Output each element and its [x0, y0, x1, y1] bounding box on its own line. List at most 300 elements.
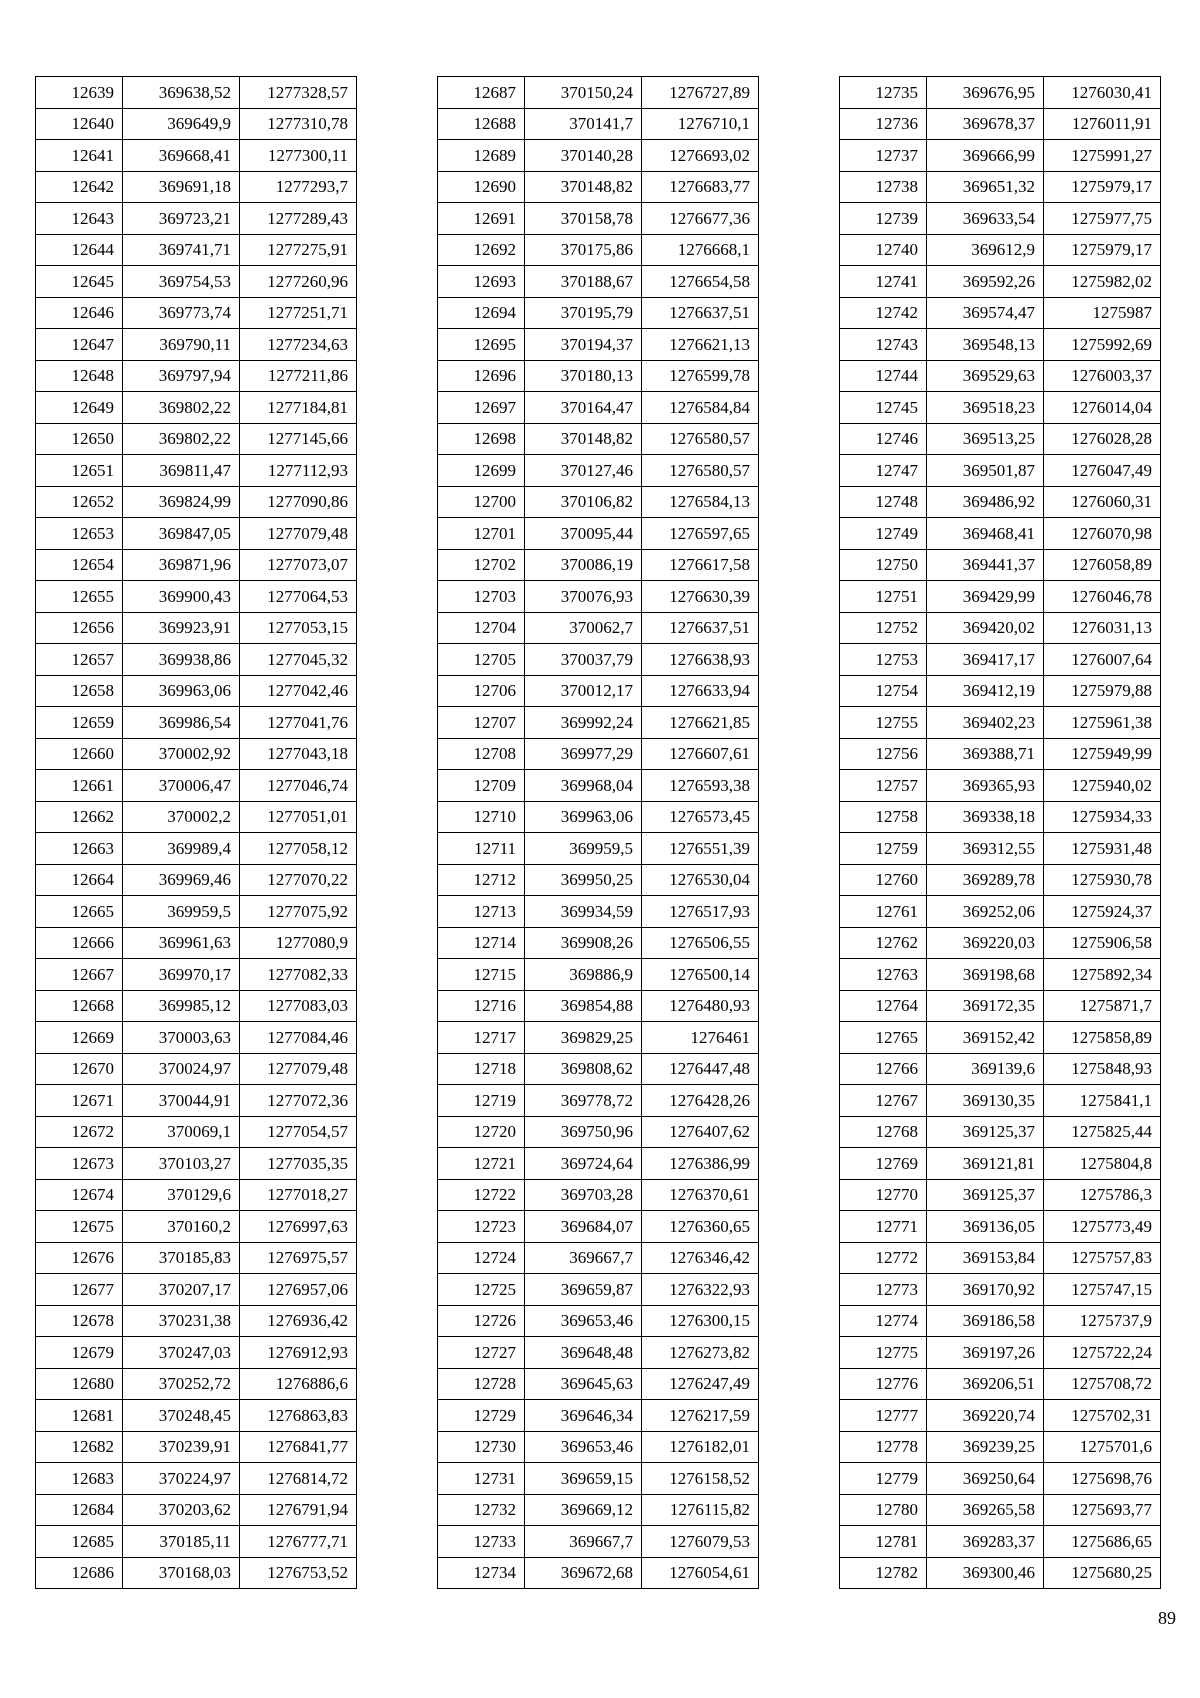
y-coordinate-cell: 1275892,34 [1044, 959, 1161, 991]
table-row [36, 360, 357, 392]
x-coordinate-cell: 369653,46 [525, 1305, 642, 1337]
coordinates-table-2 [437, 76, 759, 1589]
table-row [840, 266, 1161, 298]
x-coordinate-cell: 370180,13 [525, 360, 642, 392]
x-coordinate-cell: 369139,6 [927, 1053, 1044, 1085]
x-coordinate-cell: 370158,78 [525, 203, 642, 235]
x-coordinate-cell: 369468,41 [927, 518, 1044, 550]
y-coordinate-cell: 1276580,57 [642, 455, 759, 487]
point-number-cell: 12736 [840, 108, 927, 140]
y-coordinate-cell: 1276500,14 [642, 959, 759, 991]
y-coordinate-cell: 1276530,04 [642, 864, 759, 896]
x-coordinate-cell: 369136,05 [927, 1211, 1044, 1243]
y-coordinate-cell: 1275931,48 [1044, 833, 1161, 865]
y-coordinate-cell: 1276693,02 [642, 140, 759, 172]
x-coordinate-cell: 369824,99 [123, 486, 240, 518]
y-coordinate-cell: 1275773,49 [1044, 1211, 1161, 1243]
point-number-cell: 12763 [840, 959, 927, 991]
point-number-cell: 12738 [840, 171, 927, 203]
table-row [840, 1211, 1161, 1243]
point-number-cell: 12647 [36, 329, 123, 361]
point-number-cell: 12652 [36, 486, 123, 518]
x-coordinate-cell: 369486,92 [927, 486, 1044, 518]
table-row [438, 329, 759, 361]
y-coordinate-cell: 1277042,46 [240, 675, 357, 707]
x-coordinate-cell: 369977,29 [525, 738, 642, 770]
point-number-cell: 12760 [840, 864, 927, 896]
table-row [36, 1305, 357, 1337]
x-coordinate-cell: 369802,22 [123, 392, 240, 424]
x-coordinate-cell: 369989,4 [123, 833, 240, 865]
y-coordinate-cell: 1276841,77 [240, 1431, 357, 1463]
y-coordinate-cell: 1277083,03 [240, 990, 357, 1022]
x-coordinate-cell: 369676,95 [927, 77, 1044, 109]
y-coordinate-cell: 1277043,18 [240, 738, 357, 770]
point-number-cell: 12733 [438, 1526, 525, 1558]
table-row [840, 171, 1161, 203]
y-coordinate-cell: 1276273,82 [642, 1337, 759, 1369]
point-number-cell: 12767 [840, 1085, 927, 1117]
y-coordinate-cell: 1277112,93 [240, 455, 357, 487]
table-row [36, 675, 357, 707]
table-row [840, 423, 1161, 455]
point-number-cell: 12766 [840, 1053, 927, 1085]
point-number-cell: 12672 [36, 1116, 123, 1148]
y-coordinate-cell: 1276573,45 [642, 801, 759, 833]
x-coordinate-cell: 369790,11 [123, 329, 240, 361]
point-number-cell: 12696 [438, 360, 525, 392]
x-coordinate-cell: 369239,25 [927, 1431, 1044, 1463]
table-row [840, 1431, 1161, 1463]
x-coordinate-cell: 369934,59 [525, 896, 642, 928]
x-coordinate-cell: 369250,64 [927, 1463, 1044, 1495]
x-coordinate-cell: 369574,47 [927, 297, 1044, 329]
point-number-cell: 12708 [438, 738, 525, 770]
table-row [840, 108, 1161, 140]
y-coordinate-cell: 1275686,65 [1044, 1526, 1161, 1558]
y-coordinate-cell: 1276070,98 [1044, 518, 1161, 550]
x-coordinate-cell: 370247,03 [123, 1337, 240, 1369]
y-coordinate-cell: 1276346,42 [642, 1242, 759, 1274]
point-number-cell: 12664 [36, 864, 123, 896]
x-coordinate-cell: 369802,22 [123, 423, 240, 455]
y-coordinate-cell: 1276580,57 [642, 423, 759, 455]
table-row [840, 990, 1161, 1022]
y-coordinate-cell: 1277145,66 [240, 423, 357, 455]
x-coordinate-cell: 369220,03 [927, 927, 1044, 959]
point-number-cell: 12748 [840, 486, 927, 518]
table-row [438, 1116, 759, 1148]
point-number-cell: 12684 [36, 1494, 123, 1526]
point-number-cell: 12688 [438, 108, 525, 140]
y-coordinate-cell: 1277090,86 [240, 486, 357, 518]
table-row [438, 486, 759, 518]
y-coordinate-cell: 1276886,6 [240, 1368, 357, 1400]
point-number-cell: 12669 [36, 1022, 123, 1054]
point-number-cell: 12737 [840, 140, 927, 172]
x-coordinate-cell: 369121,81 [927, 1148, 1044, 1180]
x-coordinate-cell: 370062,7 [525, 612, 642, 644]
point-number-cell: 12780 [840, 1494, 927, 1526]
y-coordinate-cell: 1277184,81 [240, 392, 357, 424]
y-coordinate-cell: 1275702,31 [1044, 1400, 1161, 1432]
point-number-cell: 12721 [438, 1148, 525, 1180]
point-number-cell: 12690 [438, 171, 525, 203]
y-coordinate-cell: 1277275,91 [240, 234, 357, 266]
point-number-cell: 12646 [36, 297, 123, 329]
table-row [438, 1022, 759, 1054]
point-number-cell: 12739 [840, 203, 927, 235]
point-number-cell: 12769 [840, 1148, 927, 1180]
table-row [36, 833, 357, 865]
point-number-cell: 12773 [840, 1274, 927, 1306]
x-coordinate-cell: 369646,34 [525, 1400, 642, 1432]
table-row [438, 108, 759, 140]
point-number-cell: 12667 [36, 959, 123, 991]
y-coordinate-cell: 1276936,42 [240, 1305, 357, 1337]
y-coordinate-cell: 1276997,63 [240, 1211, 357, 1243]
y-coordinate-cell: 1276863,83 [240, 1400, 357, 1432]
table-row [36, 329, 357, 361]
x-coordinate-cell: 369412,19 [927, 675, 1044, 707]
point-number-cell: 12717 [438, 1022, 525, 1054]
x-coordinate-cell: 369125,37 [927, 1116, 1044, 1148]
table-row [840, 1053, 1161, 1085]
point-number-cell: 12644 [36, 234, 123, 266]
x-coordinate-cell: 370148,82 [525, 423, 642, 455]
point-number-cell: 12730 [438, 1431, 525, 1463]
table-row [438, 1494, 759, 1526]
x-coordinate-cell: 369970,17 [123, 959, 240, 991]
table-row [36, 171, 357, 203]
table-row [36, 1148, 357, 1180]
table-row [36, 518, 357, 550]
point-number-cell: 12663 [36, 833, 123, 865]
y-coordinate-cell: 1276607,61 [642, 738, 759, 770]
x-coordinate-cell: 369773,74 [123, 297, 240, 329]
x-coordinate-cell: 369961,63 [123, 927, 240, 959]
point-number-cell: 12681 [36, 1400, 123, 1432]
point-number-cell: 12682 [36, 1431, 123, 1463]
table-row [840, 1368, 1161, 1400]
x-coordinate-cell: 369612,9 [927, 234, 1044, 266]
y-coordinate-cell: 1275934,33 [1044, 801, 1161, 833]
table-row [438, 1305, 759, 1337]
y-coordinate-cell: 1276912,93 [240, 1337, 357, 1369]
x-coordinate-cell: 369289,78 [927, 864, 1044, 896]
y-coordinate-cell: 1275825,44 [1044, 1116, 1161, 1148]
x-coordinate-cell: 369923,91 [123, 612, 240, 644]
table-row [438, 1053, 759, 1085]
table-row [840, 1148, 1161, 1180]
x-coordinate-cell: 369672,68 [525, 1557, 642, 1589]
x-coordinate-cell: 369886,9 [525, 959, 642, 991]
y-coordinate-cell: 1276727,89 [642, 77, 759, 109]
x-coordinate-cell: 369723,21 [123, 203, 240, 235]
x-coordinate-cell: 369130,35 [927, 1085, 1044, 1117]
y-coordinate-cell: 1276014,04 [1044, 392, 1161, 424]
table-row [840, 833, 1161, 865]
table-row [438, 644, 759, 676]
point-number-cell: 12770 [840, 1179, 927, 1211]
y-coordinate-cell: 1276031,13 [1044, 612, 1161, 644]
x-coordinate-cell: 369645,63 [525, 1368, 642, 1400]
point-number-cell: 12699 [438, 455, 525, 487]
table-row [36, 1463, 357, 1495]
point-number-cell: 12732 [438, 1494, 525, 1526]
x-coordinate-cell: 369667,7 [525, 1242, 642, 1274]
y-coordinate-cell: 1275961,38 [1044, 707, 1161, 739]
point-number-cell: 12678 [36, 1305, 123, 1337]
y-coordinate-cell: 1276480,93 [642, 990, 759, 1022]
y-coordinate-cell: 1276407,62 [642, 1116, 759, 1148]
table-row [36, 990, 357, 1022]
y-coordinate-cell: 1276633,94 [642, 675, 759, 707]
y-coordinate-cell: 1277211,86 [240, 360, 357, 392]
table-row [438, 927, 759, 959]
x-coordinate-cell: 370006,47 [123, 770, 240, 802]
point-number-cell: 12725 [438, 1274, 525, 1306]
table-row [438, 581, 759, 613]
x-coordinate-cell: 369969,46 [123, 864, 240, 896]
point-number-cell: 12697 [438, 392, 525, 424]
point-number-cell: 12694 [438, 297, 525, 329]
point-number-cell: 12731 [438, 1463, 525, 1495]
x-coordinate-cell: 369529,63 [927, 360, 1044, 392]
table-row [438, 770, 759, 802]
x-coordinate-cell: 369283,37 [927, 1526, 1044, 1558]
x-coordinate-cell: 369172,35 [927, 990, 1044, 1022]
x-coordinate-cell: 370150,24 [525, 77, 642, 109]
table-row [438, 234, 759, 266]
point-number-cell: 12656 [36, 612, 123, 644]
x-coordinate-cell: 370129,6 [123, 1179, 240, 1211]
table-row [840, 1242, 1161, 1274]
x-coordinate-cell: 369811,47 [123, 455, 240, 487]
table-row [438, 833, 759, 865]
x-coordinate-cell: 370044,91 [123, 1085, 240, 1117]
point-number-cell: 12702 [438, 549, 525, 581]
table-row [438, 518, 759, 550]
y-coordinate-cell: 1276047,49 [1044, 455, 1161, 487]
y-coordinate-cell: 1276447,48 [642, 1053, 759, 1085]
point-number-cell: 12759 [840, 833, 927, 865]
x-coordinate-cell: 369198,68 [927, 959, 1044, 991]
x-coordinate-cell: 370012,17 [525, 675, 642, 707]
y-coordinate-cell: 1277260,96 [240, 266, 357, 298]
x-coordinate-cell: 370164,47 [525, 392, 642, 424]
table-row [36, 1368, 357, 1400]
x-coordinate-cell: 369963,06 [525, 801, 642, 833]
y-coordinate-cell: 1275940,02 [1044, 770, 1161, 802]
table-row [840, 770, 1161, 802]
point-number-cell: 12650 [36, 423, 123, 455]
table-row [36, 1526, 357, 1558]
table-row [840, 612, 1161, 644]
x-coordinate-cell: 369691,18 [123, 171, 240, 203]
point-number-cell: 12745 [840, 392, 927, 424]
table-row [36, 1431, 357, 1463]
x-coordinate-cell: 370185,83 [123, 1242, 240, 1274]
y-coordinate-cell: 1276637,51 [642, 297, 759, 329]
x-coordinate-cell: 370168,03 [123, 1557, 240, 1589]
x-coordinate-cell: 369312,55 [927, 833, 1044, 865]
table-row [840, 1463, 1161, 1495]
x-coordinate-cell: 369548,13 [927, 329, 1044, 361]
x-coordinate-cell: 369741,71 [123, 234, 240, 266]
table-row [438, 1148, 759, 1180]
y-coordinate-cell: 1277082,33 [240, 959, 357, 991]
table-row [438, 1211, 759, 1243]
point-number-cell: 12689 [438, 140, 525, 172]
x-coordinate-cell: 370127,46 [525, 455, 642, 487]
table-row [840, 77, 1161, 109]
table-row [36, 423, 357, 455]
table-row [438, 1526, 759, 1558]
x-coordinate-cell: 369417,17 [927, 644, 1044, 676]
table-row [840, 1400, 1161, 1432]
y-coordinate-cell: 1276584,84 [642, 392, 759, 424]
point-number-cell: 12673 [36, 1148, 123, 1180]
table-row [840, 455, 1161, 487]
y-coordinate-cell: 1276599,78 [642, 360, 759, 392]
x-coordinate-cell: 370069,1 [123, 1116, 240, 1148]
point-number-cell: 12651 [36, 455, 123, 487]
x-coordinate-cell: 370003,63 [123, 1022, 240, 1054]
point-number-cell: 12691 [438, 203, 525, 235]
x-coordinate-cell: 369666,99 [927, 140, 1044, 172]
table-row [438, 1463, 759, 1495]
point-number-cell: 12729 [438, 1400, 525, 1432]
table-row [840, 864, 1161, 896]
table-row [36, 1211, 357, 1243]
point-number-cell: 12643 [36, 203, 123, 235]
x-coordinate-cell: 370086,19 [525, 549, 642, 581]
y-coordinate-cell: 1276710,1 [642, 108, 759, 140]
y-coordinate-cell: 1276058,89 [1044, 549, 1161, 581]
point-number-cell: 12772 [840, 1242, 927, 1274]
point-number-cell: 12675 [36, 1211, 123, 1243]
table-row [438, 1085, 759, 1117]
x-coordinate-cell: 369900,43 [123, 581, 240, 613]
x-coordinate-cell: 370103,27 [123, 1148, 240, 1180]
table-row [36, 455, 357, 487]
y-coordinate-cell: 1277084,46 [240, 1022, 357, 1054]
table-row [438, 455, 759, 487]
table-row [438, 801, 759, 833]
point-number-cell: 12765 [840, 1022, 927, 1054]
x-coordinate-cell: 370037,79 [525, 644, 642, 676]
y-coordinate-cell: 1276217,59 [642, 1400, 759, 1432]
table-row [840, 1557, 1161, 1589]
table-row [840, 738, 1161, 770]
table-row [438, 423, 759, 455]
table-row [438, 1557, 759, 1589]
x-coordinate-cell: 370140,28 [525, 140, 642, 172]
y-coordinate-cell: 1275982,02 [1044, 266, 1161, 298]
point-number-cell: 12750 [840, 549, 927, 581]
y-coordinate-cell: 1276115,82 [642, 1494, 759, 1526]
table-row [840, 486, 1161, 518]
table-row [36, 864, 357, 896]
point-number-cell: 12707 [438, 707, 525, 739]
point-number-cell: 12741 [840, 266, 927, 298]
x-coordinate-cell: 370185,11 [123, 1526, 240, 1558]
y-coordinate-cell: 1277035,35 [240, 1148, 357, 1180]
y-coordinate-cell: 1276814,72 [240, 1463, 357, 1495]
point-number-cell: 12658 [36, 675, 123, 707]
point-number-cell: 12700 [438, 486, 525, 518]
x-coordinate-cell: 369152,42 [927, 1022, 1044, 1054]
y-coordinate-cell: 1277234,63 [240, 329, 357, 361]
y-coordinate-cell: 1275977,75 [1044, 203, 1161, 235]
table-row [840, 1305, 1161, 1337]
y-coordinate-cell: 1275693,77 [1044, 1494, 1161, 1526]
point-number-cell: 12686 [36, 1557, 123, 1589]
point-number-cell: 12774 [840, 1305, 927, 1337]
y-coordinate-cell: 1276360,65 [642, 1211, 759, 1243]
x-coordinate-cell: 369365,93 [927, 770, 1044, 802]
y-coordinate-cell: 1277251,71 [240, 297, 357, 329]
point-number-cell: 12740 [840, 234, 927, 266]
x-coordinate-cell: 369986,54 [123, 707, 240, 739]
point-number-cell: 12670 [36, 1053, 123, 1085]
point-number-cell: 12719 [438, 1085, 525, 1117]
y-coordinate-cell: 1277064,53 [240, 581, 357, 613]
x-coordinate-cell: 369968,04 [525, 770, 642, 802]
y-coordinate-cell: 1275992,69 [1044, 329, 1161, 361]
table-row [36, 1085, 357, 1117]
table-row [36, 612, 357, 644]
y-coordinate-cell: 1276777,71 [240, 1526, 357, 1558]
x-coordinate-cell: 370231,38 [123, 1305, 240, 1337]
table-row [840, 329, 1161, 361]
point-number-cell: 12779 [840, 1463, 927, 1495]
y-coordinate-cell: 1276621,13 [642, 329, 759, 361]
x-coordinate-cell: 370224,97 [123, 1463, 240, 1495]
y-coordinate-cell: 1275804,8 [1044, 1148, 1161, 1180]
table-row [438, 171, 759, 203]
x-coordinate-cell: 370203,62 [123, 1494, 240, 1526]
x-coordinate-cell: 369959,5 [123, 896, 240, 928]
y-coordinate-cell: 1276028,28 [1044, 423, 1161, 455]
point-number-cell: 12715 [438, 959, 525, 991]
table-row [36, 392, 357, 424]
table-row [840, 549, 1161, 581]
y-coordinate-cell: 1276322,93 [642, 1274, 759, 1306]
table-row [36, 707, 357, 739]
x-coordinate-cell: 370106,82 [525, 486, 642, 518]
y-coordinate-cell: 1277045,32 [240, 644, 357, 676]
x-coordinate-cell: 369963,06 [123, 675, 240, 707]
point-number-cell: 12749 [840, 518, 927, 550]
table-row [438, 1368, 759, 1400]
y-coordinate-cell: 1276003,37 [1044, 360, 1161, 392]
point-number-cell: 12676 [36, 1242, 123, 1274]
x-coordinate-cell: 369797,94 [123, 360, 240, 392]
table-row [36, 959, 357, 991]
point-number-cell: 12660 [36, 738, 123, 770]
point-number-cell: 12662 [36, 801, 123, 833]
point-number-cell: 12742 [840, 297, 927, 329]
point-number-cell: 12782 [840, 1557, 927, 1589]
table-row [840, 1022, 1161, 1054]
point-number-cell: 12771 [840, 1211, 927, 1243]
x-coordinate-cell: 369992,24 [525, 707, 642, 739]
table-row [36, 234, 357, 266]
y-coordinate-cell: 1275848,93 [1044, 1053, 1161, 1085]
x-coordinate-cell: 369668,41 [123, 140, 240, 172]
